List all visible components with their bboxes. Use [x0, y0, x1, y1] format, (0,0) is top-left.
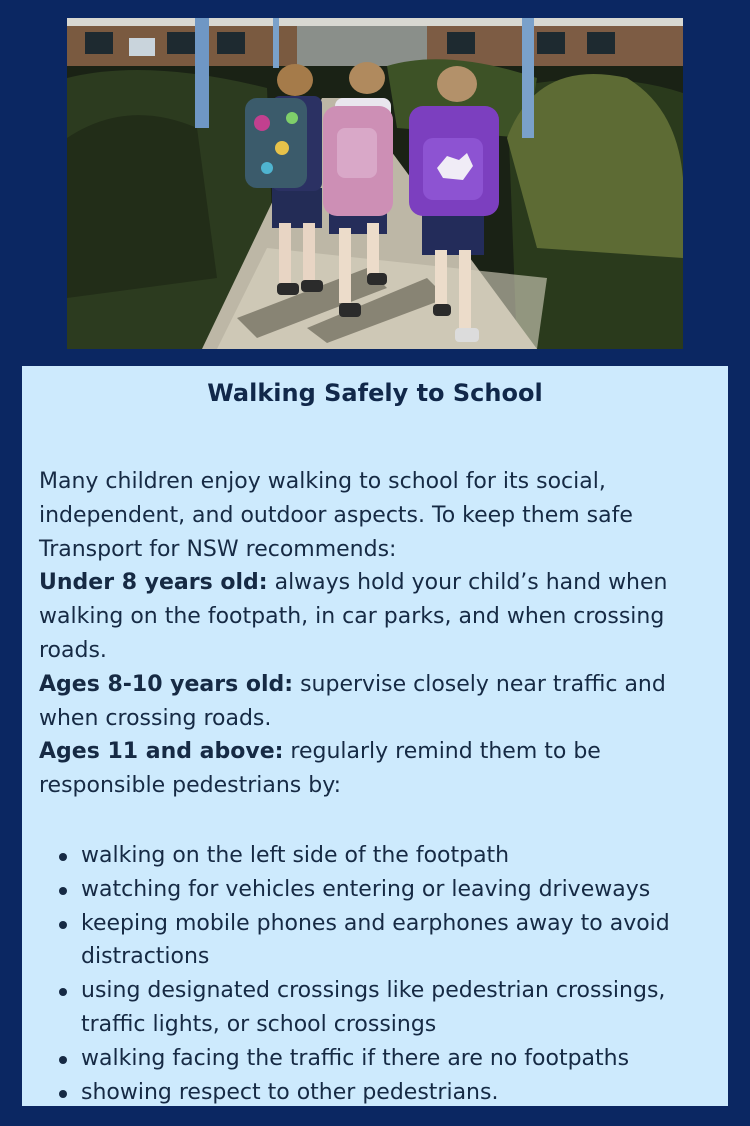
children-walking-to-school-photo [67, 18, 683, 349]
safety-info-card [22, 366, 728, 1106]
age-group-label: Under 8 years old: [39, 570, 268, 596]
intro-section [39, 465, 711, 803]
list-item: using designated crossings like pedestrian crossings, traffic lights, or school crossings [81, 974, 711, 1042]
list-item: showing respect to other pedestrians. [81, 1076, 711, 1110]
age-group-text: regularly remind them to be responsible pedestrians by: [39, 739, 601, 799]
age-group-8-10 [39, 668, 711, 736]
pedestrian-tips-list [39, 839, 711, 1109]
list-item: walking facing the traffic if there are no footpaths [81, 1042, 711, 1076]
age-group-11-plus [39, 735, 711, 803]
page-title: Walking Safely to School [207, 379, 543, 407]
age-group-text: always hold your child’s hand when walking on the footpath, in car parks, and when crossing roads. [39, 570, 668, 663]
age-group-label: Ages 11 and above: [39, 739, 284, 765]
list-item: keeping mobile phones and earphones away to avoid distractions [81, 907, 711, 975]
list-item: walking on the left side of the footpath [81, 839, 711, 873]
age-group-under-8 [39, 566, 711, 667]
age-group-text: supervise closely near traffic and when crossing roads. [39, 671, 666, 731]
school-children-photo [67, 18, 683, 349]
intro-paragraph: Many children enjoy walking to school for its social, independent, and outdoor aspects. To keep them safe Transport for NSW recommends: [39, 469, 633, 562]
list-item: watching for vehicles entering or leaving driveways [81, 873, 711, 907]
age-group-label: Ages 8-10 years old: [39, 671, 294, 697]
